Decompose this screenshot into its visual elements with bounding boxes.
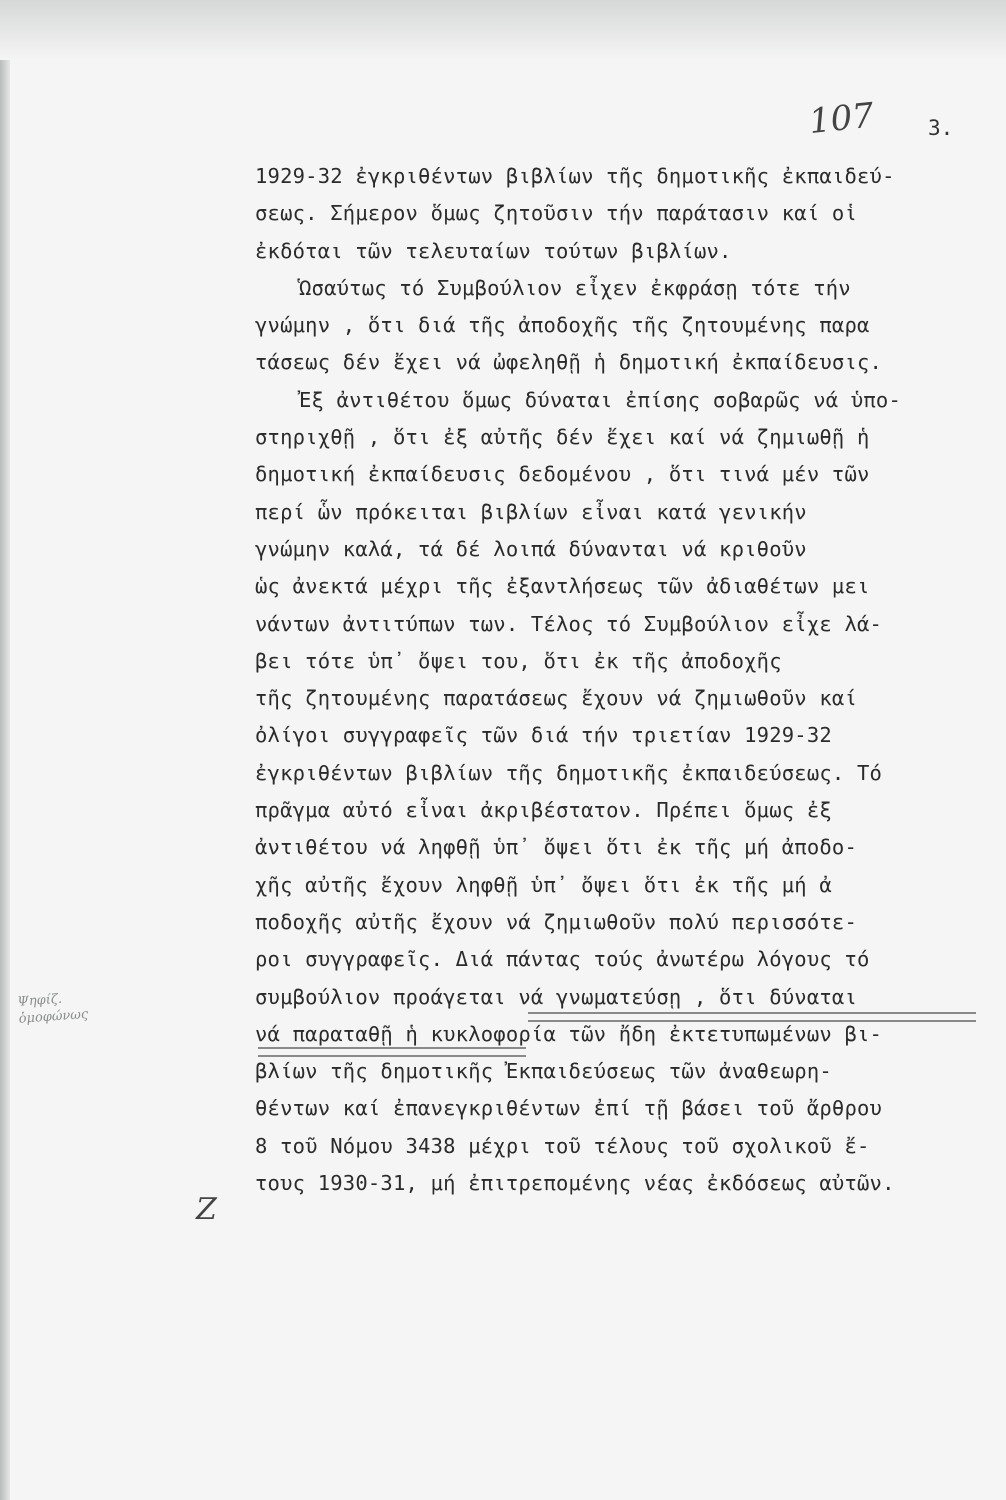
text-line: νά παραταθῇ ἡ κυκλοφορία τῶν ἤδη ἐκτετυπωμένων βι-	[255, 1021, 883, 1046]
text-line: δημοτική ἐκπαίδευσις δεδομένου , ὅτι τινά μέν τῶν	[255, 462, 870, 487]
text-line: τους 1930-31, μή ἐπιτρεπομένης νέας ἐκδόσεως αὐτῶν.	[255, 1171, 895, 1196]
text-line: βει τότε ὑπ᾽ ὄψει του, ὅτι ἐκ τῆς ἀποδοχῆς	[255, 648, 782, 673]
typed-text-body	[255, 158, 995, 1202]
handwritten-initials: Ζ	[196, 1192, 217, 1227]
page-edge-shadow	[0, 0, 10, 1500]
text-line: τάσεως δέν ἔχει νά ὠφεληθῇ ἡ δημοτική ἐκπαίδευσις.	[255, 350, 883, 375]
text-line: ἐκδόται τῶν τελευταίων τούτων βιβλίων.	[255, 238, 732, 263]
text-line: ἀντιθέτου νά ληφθῇ ὑπ᾽ ὄψει ὅτι ἐκ τῆς μή ἀποδο-	[255, 835, 858, 860]
text-line: 8 τοῦ Νόμου 3438 μέχρι τοῦ τέλους τοῦ σχολικοῦ ἔ-	[255, 1133, 870, 1158]
text-line: Ὡσαύτως τό Συμβούλιον εἶχεν ἐκφράσῃ τότε τήν	[299, 275, 851, 300]
text-line: γνώμην , ὅτι διά τῆς ἀποδοχῆς τῆς ζητουμένης παρα	[255, 313, 870, 338]
strikethrough-mark	[528, 1012, 976, 1022]
strikethrough-mark	[258, 1047, 526, 1057]
text-line: ὡς ἀνεκτά μέχρι τῆς ἐξαντλήσεως τῶν ἀδιαθέτων μει	[255, 574, 870, 599]
text-line: τῆς ζητουμένης παρατάσεως ἔχουν νά ζημιωθοῦν καί	[255, 686, 858, 711]
text-line: βλίων τῆς δημοτικῆς Ἐκπαιδεύσεως τῶν ἀναθεωρη-	[255, 1059, 832, 1084]
page-top-shadow	[0, 0, 1006, 60]
page-number: 3.	[928, 116, 954, 140]
text-line: ἐγκριθέντων βιβλίων τῆς δημοτικῆς ἐκπαιδεύσεως. Τό	[255, 760, 883, 785]
text-line: ποδοχῆς αὐτῆς ἔχουν νά ζημιωθοῦν πολύ περισσότε-	[255, 909, 858, 934]
text-line: θέντων καί ἐπανεγκριθέντων ἐπί τῇ βάσει τοῦ ἄρθρου	[255, 1096, 883, 1121]
handwritten-margin-note: Ψηφίζ. ὁμοφώνως	[17, 991, 89, 1027]
handwritten-folio-number: 107	[807, 95, 876, 143]
text-line: ὀλίγοι συγγραφεῖς τῶν διά τήν τριετίαν 1929-32	[255, 723, 832, 748]
text-line: νάντων ἀντιτύπων των. Τέλος τό Συμβούλιον εἶχε λά-	[255, 611, 883, 636]
text-line: πρᾶγμα αὐτό εἶναι ἀκριβέστατον. Πρέπει ὅμως ἐξ	[255, 798, 832, 823]
text-line: περί ὧν πρόκειται βιβλίων εἶναι κατά γενικήν	[255, 499, 807, 524]
text-line: συμβούλιον προάγεται νά γνωματεύσῃ , ὅτι δύναται	[255, 984, 858, 1009]
text-line: 1929-32 ἐγκριθέντων βιβλίων τῆς δημοτικῆς ἐκπαιδεύ-	[255, 164, 895, 188]
text-line: γνώμην καλά, τά δέ λοιπά δύνανται νά κριθοῦν	[255, 536, 807, 561]
text-line: σεως. Σήμερον ὅμως ζητοῦσιν τήν παράτασιν καί οἱ	[255, 201, 858, 226]
text-line: χῆς αὐτῆς ἔχουν ληφθῇ ὑπ᾽ ὄψει ὅτι ἐκ τῆς μή ἀ	[255, 872, 832, 897]
text-line: Ἐξ ἀντιθέτου ὅμως δύναται ἐπίσης σοβαρῶς νά ὑπο-	[299, 387, 902, 412]
text-line: στηριχθῇ , ὅτι ἐξ αὐτῆς δέν ἔχει καί νά ζημιωθῇ ἡ	[255, 425, 870, 450]
text-line: ροι συγγραφεῖς. Διά πάντας τούς ἀνωτέρω λόγους τό	[255, 947, 870, 972]
